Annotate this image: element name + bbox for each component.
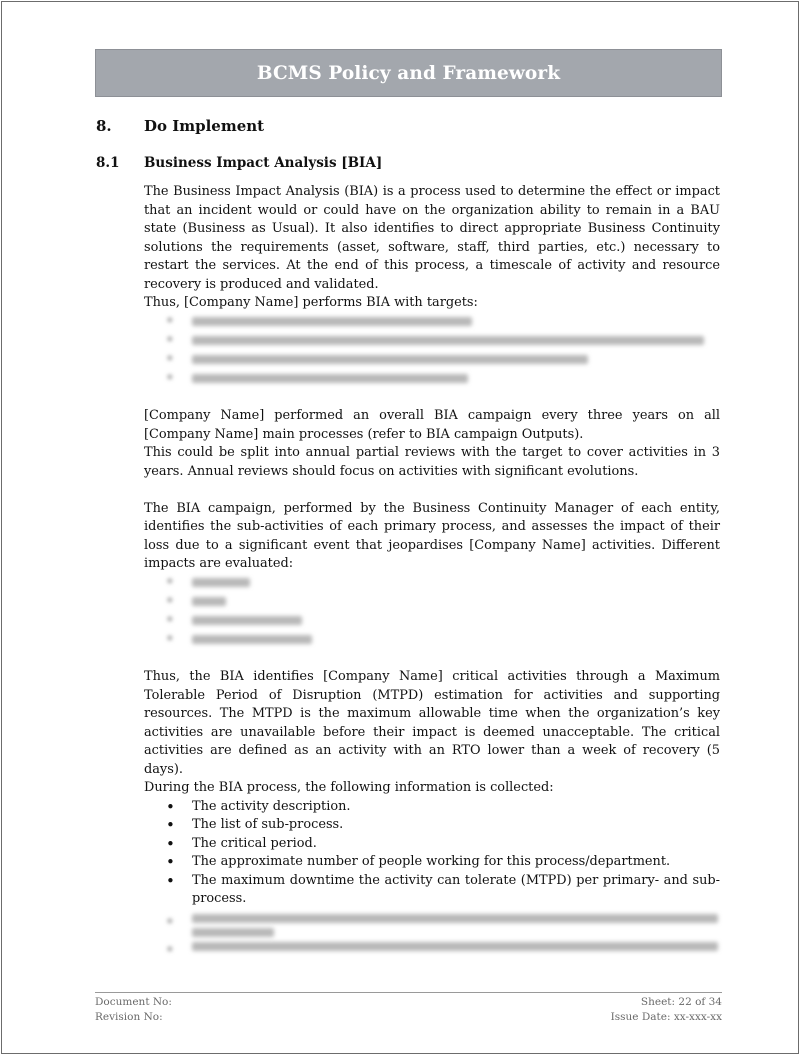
redacted-list-item: [166, 332, 720, 351]
redacted-impacts-list: [144, 574, 720, 650]
collected-info-intro: During the BIA process, the following information is collected:: [144, 780, 554, 795]
section-heading: [96, 117, 264, 135]
list-item: • The critical period.: [166, 835, 720, 854]
issue-date: Issue Date: xx-xxx-xx: [610, 1011, 722, 1023]
sheet-number: Sheet: 22 of 34: [640, 996, 722, 1008]
bia-targets-intro: Thus, [Company Name] performs BIA with targets:: [144, 295, 478, 310]
subsection-heading: [96, 155, 382, 171]
collected-info-list: [144, 798, 720, 909]
list-item: • The activity description.: [166, 798, 720, 817]
redacted-list-item: [166, 942, 720, 951]
redacted-list-item: [166, 612, 720, 631]
redacted-list-item: [166, 631, 720, 650]
document-title: BCMS Policy and Framework: [256, 62, 561, 84]
redacted-list-item: [166, 593, 720, 612]
document-number-label: Document No:: [95, 996, 172, 1008]
subsection-title: Business Impact Analysis [BIA]: [144, 155, 383, 171]
list-item: • The approximate number of people working for this process/department.: [166, 853, 720, 872]
section-number: 8.: [96, 117, 112, 135]
section-title: Do Implement: [144, 117, 265, 135]
list-item: • The maximum downtime the activity can tolerate (MTPD) per primary- and sub-process.: [166, 872, 720, 909]
redacted-list-item: [166, 574, 720, 593]
redacted-list-item: [166, 370, 720, 389]
bia-campaign-details-paragraph: The BIA campaign, performed by the Business Continuity Manager of each entity, identifies the sub-activities of each primary process, and assesses the impact of their loss due to a significant event that jeopardises [Company Name] activities. Different impacts are evaluated:: [144, 500, 720, 571]
redacted-targets-list: [144, 313, 720, 389]
subsection-number: 8.1: [96, 155, 120, 171]
redacted-list-item: [166, 351, 720, 370]
bia-intro-paragraph: The Business Impact Analysis (BIA) is a process used to determine the effect or impact that an incident would or could have on the organization ability to remain in a BAU state (Business as Usual). It also identifies to direct appropriate Business Continuity solutions the requirements (asset, software, staff, third parties, etc.) necessary to restart the services. At the end of this process, a timescale of activity and resource recovery is produced and validated.: [144, 184, 720, 292]
redacted-list-item: [166, 313, 720, 332]
redacted-list-item: [166, 914, 720, 937]
revision-number-label: Revision No:: [95, 1011, 163, 1023]
mtpd-paragraph: Thus, the BIA identifies [Company Name] critical activities through a Maximum Tolerable Period of Disruption (MTPD) estimation for activities and supporting resources. The MTPD is the maximum allowable time when the organization’s key activities are unavailable before their impact is deemed unacceptable. The critical activities are defined as an activity with an RTO lower than a week of recovery (5 days).: [144, 669, 720, 777]
document-header-banner: [95, 49, 722, 97]
list-item: • The list of sub-process.: [166, 816, 720, 835]
bia-campaign-paragraph: [Company Name] performed an overall BIA campaign every three years on all [Company Name] main processes (refer to BIA campaign Outputs).: [144, 408, 720, 442]
annual-review-paragraph: This could be split into annual partial reviews with the target to cover activities in 3 years. Annual reviews should focus on activities with significant evolutions.: [144, 445, 720, 479]
redacted-collected-list: [144, 914, 720, 951]
page-footer: [95, 992, 722, 1025]
section-body: [144, 183, 720, 956]
